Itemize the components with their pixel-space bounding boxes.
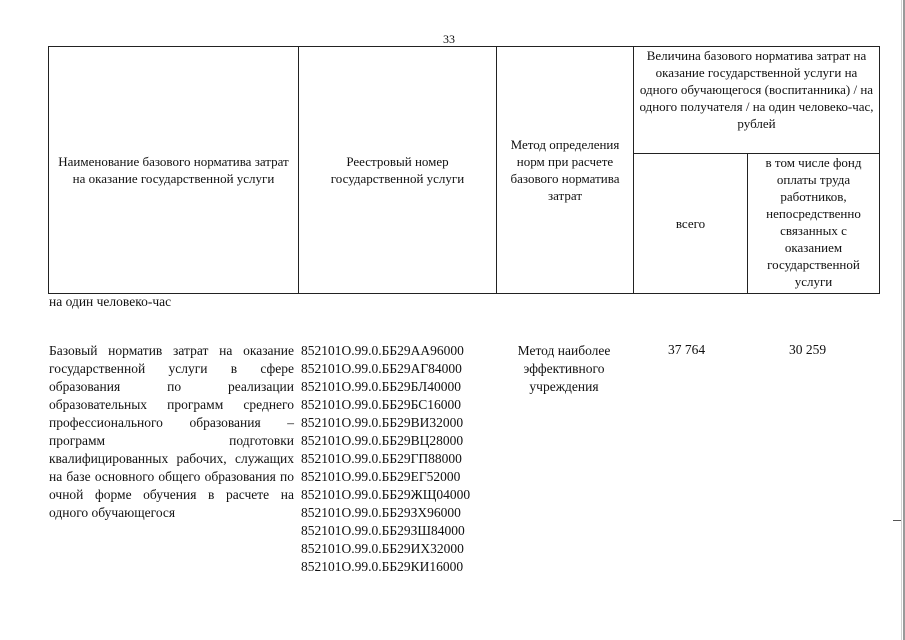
header-col-registry: Реестровый номер государственной услуги [299, 47, 497, 294]
row-wage-fund: 30 259 [789, 342, 827, 357]
registry-number: 852101О.99.0.ББ29ЕГ52000 [301, 469, 461, 484]
row-name: Базовый норматив затрат на оказание государственной услуги в сфере образования по реализации образовательных программ среднего профессионального образования – программ подготовки квалифицированных рабочих, служащих на базе основного общего образования по очной форме обучения в расчете на одного обучающегося [49, 343, 294, 520]
registry-number: 852101О.99.0.ББ29ЗШ84000 [301, 523, 465, 538]
table-header [48, 46, 880, 294]
registry-number: 852101О.99.0.ББ29БЛ40000 [301, 379, 461, 394]
registry-number: 852101О.99.0.ББ29ЖЩ04000 [301, 487, 471, 502]
scan-mark [893, 520, 901, 521]
row-method: Метод наиболее эффективного учреждения [517, 343, 611, 394]
header-col-total: всего [634, 154, 748, 294]
registry-number: 852101О.99.0.ББ29ВИ32000 [301, 415, 464, 430]
header-col-value-group: Величина базового норматива затрат на оказание государственной услуги на одного обучающегося (воспитанника) / на одного получателя / на один человеко-час, рублей [634, 47, 880, 154]
row-total: 37 764 [668, 342, 706, 357]
registry-list [301, 342, 470, 576]
header-col-method: Метод определения норм при расчете базового норматива затрат [497, 47, 634, 294]
header-col-name: Наименование базового норматива затрат на оказание государственной услуги [49, 47, 299, 294]
registry-number: 852101О.99.0.ББ29БС16000 [301, 397, 462, 412]
section-label: на один человеко-час [49, 294, 172, 309]
registry-number: 852101О.99.0.ББ29ИХ32000 [301, 541, 464, 556]
registry-number: 852101О.99.0.ББ29АГ84000 [301, 361, 462, 376]
registry-number: 852101О.99.0.ББ29КИ16000 [301, 559, 464, 574]
registry-number: 852101О.99.0.ББ29АА96000 [301, 343, 464, 358]
page-number: 33 [443, 32, 455, 46]
header-col-wage: в том числе фонд оплаты труда работников, непосредственно связанных с оказанием государственной услуги [748, 154, 880, 294]
registry-number: 852101О.99.0.ББ29ГП88000 [301, 451, 462, 466]
registry-number: 852101О.99.0.ББ29ЗХ96000 [301, 505, 461, 520]
scan-edge-shadow [901, 0, 902, 640]
registry-number: 852101О.99.0.ББ29ВЦ28000 [301, 433, 464, 448]
